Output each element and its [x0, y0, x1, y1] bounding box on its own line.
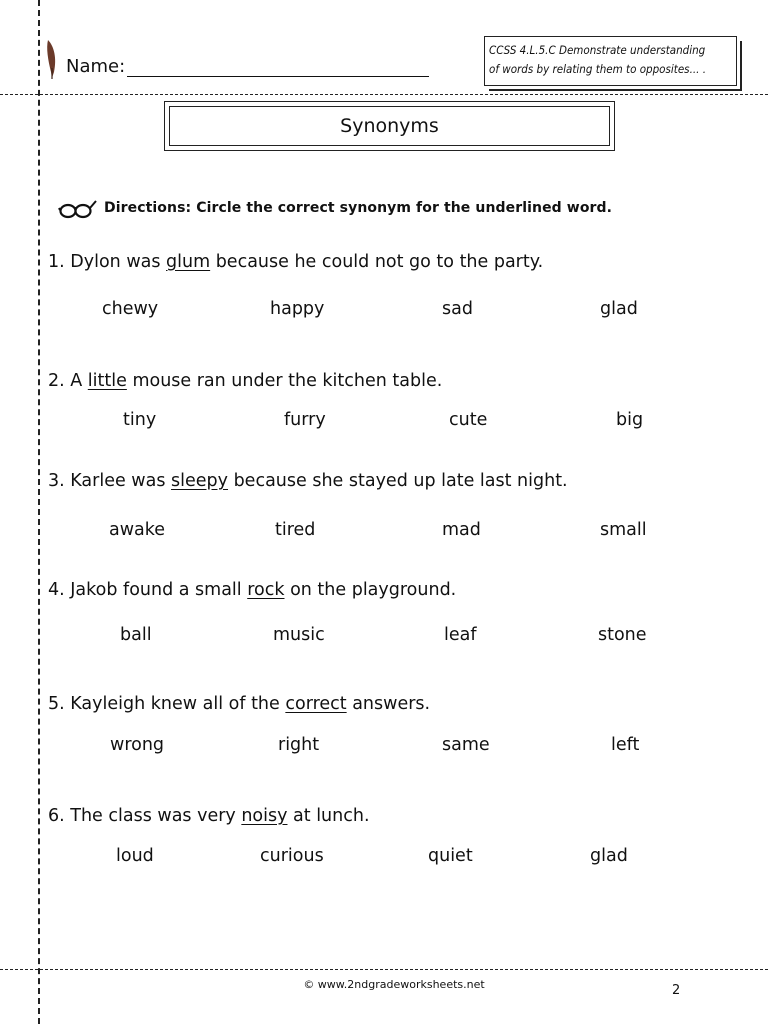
- option-6-b[interactable]: curious: [260, 846, 324, 866]
- option-6-a[interactable]: loud: [116, 846, 154, 866]
- underlined-word: rock: [247, 580, 285, 600]
- option-3-c[interactable]: mad: [442, 520, 481, 540]
- ccss-line-2: of words by relating them to opposites... .: [489, 62, 707, 76]
- option-2-c[interactable]: cute: [449, 410, 488, 430]
- option-6-d[interactable]: glad: [590, 846, 628, 866]
- question-text: because she stayed up late last night.: [228, 471, 568, 491]
- footer: [0, 978, 768, 991]
- title-box: [164, 101, 615, 151]
- option-2-b[interactable]: furry: [284, 410, 326, 430]
- question-text: on the playground.: [284, 580, 457, 600]
- underlined-word: sleepy: [171, 471, 229, 491]
- question-text: answers.: [346, 694, 431, 714]
- quill-pen-icon: [44, 38, 60, 80]
- question-text: 5. Kayleigh knew all of the: [48, 694, 286, 714]
- bottom-dashed-divider: [0, 969, 768, 970]
- option-4-d[interactable]: stone: [598, 625, 647, 645]
- underlined-word: noisy: [241, 806, 288, 826]
- ccss-line-1: CCSS 4.L.5.C Demonstrate understanding: [489, 43, 706, 57]
- directions-text: Directions: Circle the correct synonym for the underlined word.: [104, 200, 613, 216]
- option-5-d[interactable]: left: [611, 735, 640, 755]
- option-1-c[interactable]: sad: [442, 299, 473, 319]
- option-3-b[interactable]: tired: [275, 520, 316, 540]
- question-4: [48, 580, 456, 600]
- underlined-word: glum: [166, 252, 211, 272]
- option-5-b[interactable]: right: [278, 735, 320, 755]
- option-5-a[interactable]: wrong: [110, 735, 165, 755]
- question-5: [48, 694, 430, 714]
- page-title: Synonyms: [169, 106, 610, 146]
- question-text: 6. The class was very: [48, 806, 242, 826]
- question-text: 4. Jakob found a small: [48, 580, 248, 600]
- ccss-standard-box: [484, 36, 737, 86]
- option-4-a[interactable]: ball: [120, 625, 152, 645]
- question-6: [48, 806, 370, 826]
- page-number: 2: [672, 983, 681, 998]
- option-3-d[interactable]: small: [600, 520, 647, 540]
- option-2-a[interactable]: tiny: [123, 410, 157, 430]
- question-text: 3. Karlee was: [48, 471, 172, 491]
- question-text: because he could not go to the party.: [210, 252, 544, 272]
- option-4-b[interactable]: music: [273, 625, 325, 645]
- question-text: mouse ran under the kitchen table.: [126, 371, 443, 391]
- option-2-d[interactable]: big: [616, 410, 644, 430]
- question-1: [48, 252, 543, 272]
- question-3: [48, 471, 568, 491]
- option-1-b[interactable]: happy: [270, 299, 325, 319]
- question-text: 2. A: [48, 371, 88, 391]
- option-3-a[interactable]: awake: [109, 520, 166, 540]
- option-5-c[interactable]: same: [442, 735, 490, 755]
- name-field[interactable]: [66, 56, 429, 77]
- top-dashed-divider: [0, 94, 768, 95]
- name-label: Name:: [66, 56, 126, 77]
- left-margin-dashed-line: [38, 0, 40, 1024]
- option-1-d[interactable]: glad: [600, 299, 638, 319]
- glasses-icon: [58, 198, 98, 220]
- name-blank-line[interactable]: [127, 58, 429, 77]
- underlined-word: little: [87, 371, 127, 391]
- question-text: 1. Dylon was: [48, 252, 167, 272]
- option-1-a[interactable]: chewy: [102, 299, 159, 319]
- option-6-c[interactable]: quiet: [428, 846, 473, 866]
- question-text: at lunch.: [287, 806, 370, 826]
- option-4-c[interactable]: leaf: [444, 625, 477, 645]
- question-2: [48, 371, 442, 391]
- copyright-text: © www.2ndgradeworksheets.net: [303, 978, 485, 991]
- underlined-word: correct: [285, 694, 347, 714]
